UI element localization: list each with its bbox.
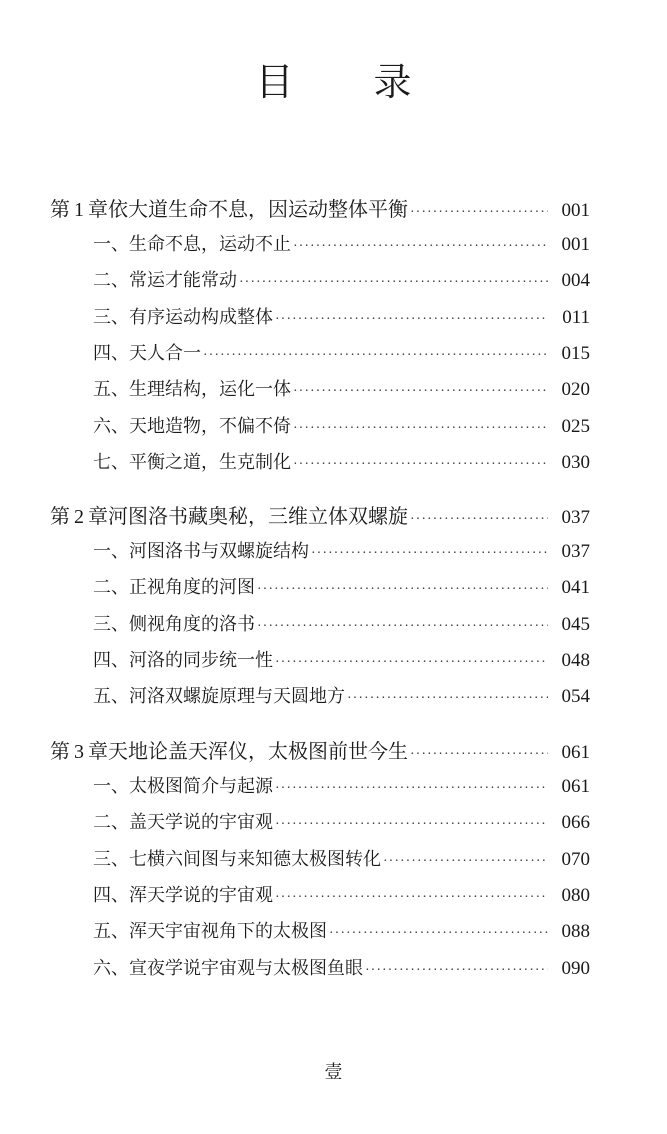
chapter-number: 第 2 章 <box>50 504 108 528</box>
section-entry[interactable] <box>93 647 590 675</box>
section-entry[interactable] <box>93 267 590 295</box>
dot-leader <box>410 199 548 227</box>
section-title: 一、生命不息，运动不止 <box>93 234 291 255</box>
section-title: 四、天人合一 <box>93 342 201 364</box>
dot-leader <box>275 775 548 803</box>
section-entry[interactable] <box>93 231 590 259</box>
dot-leader <box>311 540 548 568</box>
section-title: 二、正视角度的河图 <box>93 577 255 599</box>
section-entry[interactable] <box>93 376 590 404</box>
section-title: 三、有序运动构成整体 <box>93 306 273 328</box>
chapter-page-number: 061 <box>561 742 590 763</box>
section-page-number: 015 <box>561 342 590 364</box>
section-page-number: 030 <box>561 451 590 473</box>
section-page-number: 066 <box>561 812 590 834</box>
section-page-number: 048 <box>561 649 590 671</box>
dot-leader <box>410 741 548 769</box>
section-entry[interactable] <box>93 574 590 602</box>
section-title: 五、河洛双螺旋原理与天圆地方 <box>93 686 345 708</box>
dot-leader <box>347 685 548 713</box>
page-title: 目 录 <box>255 60 446 104</box>
section-title: 三、七横六间图与来知德太极图转化 <box>93 848 381 870</box>
section-page-number: 061 <box>561 776 590 797</box>
section-title: 一、河图洛书与双螺旋结构 <box>93 541 309 562</box>
page-number-footer: 壹 <box>324 1062 343 1083</box>
section-title: 六、天地造物，不偏不倚 <box>93 415 291 437</box>
dot-leader <box>275 811 548 839</box>
section-entry[interactable] <box>93 304 590 332</box>
section-page-number: 090 <box>561 957 590 979</box>
dot-leader <box>365 957 548 985</box>
section-entry[interactable] <box>93 846 590 874</box>
section-page-number: 070 <box>561 848 590 870</box>
section-page-number: 020 <box>561 379 590 401</box>
dot-leader <box>275 306 548 334</box>
section-title: 一、太极图简介与起源 <box>93 776 273 797</box>
dot-leader <box>383 848 548 876</box>
section-entry[interactable] <box>93 413 590 441</box>
chapter-number: 第 1 章 <box>50 197 108 221</box>
chapter-entry[interactable] <box>50 737 590 765</box>
section-page-number: 088 <box>561 921 590 943</box>
section-title: 四、浑天学说的宇宙观 <box>93 884 273 906</box>
section-page-number: 054 <box>561 686 590 708</box>
section-entry[interactable] <box>93 611 590 639</box>
dot-leader <box>293 415 548 443</box>
section-title: 五、浑天宇宙视角下的太极图 <box>93 921 327 943</box>
section-entry[interactable] <box>93 340 590 368</box>
dot-leader <box>275 884 548 912</box>
chapter-title: 天地论盖天浑仪，太极图前世今生 <box>108 739 408 763</box>
dot-leader <box>257 613 548 641</box>
section-page-number: 011 <box>562 306 590 328</box>
chapter-title: 河图洛书藏奥秘，三维立体双螺旋 <box>108 504 408 528</box>
chapter-entry[interactable] <box>50 502 590 530</box>
section-title: 二、盖天学说的宇宙观 <box>93 812 273 834</box>
section-title: 五、生理结构，运化一体 <box>93 379 291 401</box>
dot-leader <box>275 649 548 677</box>
section-page-number: 045 <box>561 613 590 635</box>
section-entry[interactable] <box>93 538 590 566</box>
dot-leader <box>293 451 548 479</box>
section-title: 二、常运才能常动 <box>93 270 237 292</box>
section-title: 四、河洛的同步统一性 <box>93 649 273 671</box>
section-entry[interactable] <box>93 955 590 983</box>
section-page-number: 001 <box>561 234 590 255</box>
dot-leader <box>293 233 548 261</box>
section-title: 三、侧视角度的洛书 <box>93 613 255 635</box>
section-entry[interactable] <box>93 809 590 837</box>
section-page-number: 004 <box>561 270 590 292</box>
chapter-title: 依大道生命不息，因运动整体平衡 <box>108 197 408 221</box>
section-title: 六、宣夜学说宇宙观与太极图鱼眼 <box>93 957 363 979</box>
dot-leader <box>410 506 548 534</box>
section-page-number: 041 <box>561 577 590 599</box>
dot-leader <box>293 378 548 406</box>
chapter-entry[interactable] <box>50 195 590 223</box>
dot-leader <box>239 269 548 297</box>
section-entry[interactable] <box>93 683 590 711</box>
section-entry[interactable] <box>93 882 590 910</box>
dot-leader <box>257 576 548 604</box>
section-entry[interactable] <box>93 918 590 946</box>
section-page-number: 037 <box>561 541 590 562</box>
chapter-page-number: 001 <box>561 200 590 221</box>
chapter-page-number: 037 <box>561 507 590 528</box>
section-title: 七、平衡之道，生克制化 <box>93 451 291 473</box>
section-entry[interactable] <box>93 773 590 801</box>
dot-leader <box>329 920 548 948</box>
section-page-number: 025 <box>561 415 590 437</box>
section-entry[interactable] <box>93 449 590 477</box>
section-page-number: 080 <box>561 884 590 906</box>
dot-leader <box>203 342 548 370</box>
chapter-number: 第 3 章 <box>50 739 108 763</box>
